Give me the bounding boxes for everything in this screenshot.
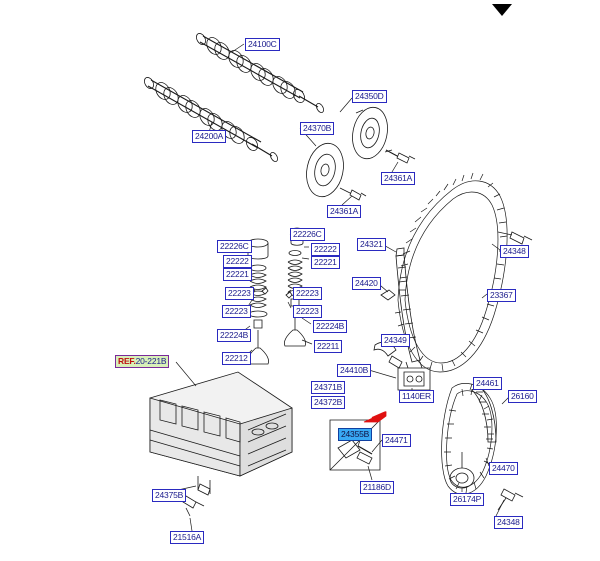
part-label-22226c[interactable]: 22226C: [217, 240, 252, 253]
part-label-24321[interactable]: 24321: [357, 238, 386, 251]
part-label-24355b[interactable]: 24355B: [338, 428, 372, 441]
top-arrow-icon: [492, 4, 512, 16]
part-label-24361a[interactable]: 24361A: [381, 172, 415, 185]
part-label-22221[interactable]: 22221: [311, 256, 340, 269]
part-label-22223[interactable]: 22223: [293, 305, 322, 318]
part-label-24349[interactable]: 24349: [381, 334, 410, 347]
part-label-23367[interactable]: 23367: [487, 289, 516, 302]
part-label-22224b[interactable]: 22224B: [217, 329, 251, 342]
part-label-24372b[interactable]: 24372B: [311, 396, 345, 409]
part-label-24461[interactable]: 24461: [473, 377, 502, 390]
part-label-24470[interactable]: 24470: [489, 462, 518, 475]
part-label-22223[interactable]: 22223: [222, 305, 251, 318]
tensioner-24410B: [398, 362, 430, 390]
part-label-22226c[interactable]: 22226C: [290, 228, 325, 241]
guide-24461: [472, 386, 496, 442]
part-label-26160[interactable]: 26160: [508, 390, 537, 403]
part-label-26174p[interactable]: 26174P: [450, 493, 484, 506]
part-label-21186d[interactable]: 21186D: [360, 481, 394, 494]
bolt-24348-bottom: [498, 489, 523, 510]
red-highlight-arrow: [364, 412, 386, 422]
part-label-22224b[interactable]: 22224B: [313, 320, 347, 333]
part-label-ref20221b[interactable]: [115, 355, 169, 368]
part-label-22212[interactable]: 22212: [222, 352, 251, 365]
part-label-1140er[interactable]: 1140ER: [399, 390, 434, 403]
part-label-24348[interactable]: 24348: [494, 516, 523, 529]
part-label-24371b[interactable]: 24371B: [311, 381, 345, 394]
part-label-22223[interactable]: 22223: [293, 287, 322, 300]
sprocket-24350D: [348, 104, 415, 163]
part-label-22222[interactable]: 22222: [223, 255, 252, 268]
part-label-24420[interactable]: 24420: [352, 277, 381, 290]
ref-value: 20-221B: [135, 356, 167, 366]
part-label-22223[interactable]: 22223: [225, 287, 254, 300]
small-parts-center: [374, 290, 402, 368]
part-label-21516a[interactable]: 21516A: [170, 531, 204, 544]
part-label-24410b[interactable]: 24410B: [337, 364, 371, 377]
part-label-24471[interactable]: 24471: [382, 434, 411, 447]
part-label-24200a[interactable]: 24200A: [192, 130, 226, 143]
ref-prefix: REF.: [118, 356, 136, 366]
timing-chain-23367: [395, 173, 507, 372]
camshaft-lower: [143, 76, 280, 163]
part-label-24350d[interactable]: 24350D: [352, 90, 387, 103]
pulley-26174P: [450, 452, 474, 488]
part-label-24100c[interactable]: 24100C: [245, 38, 280, 51]
part-label-22221[interactable]: 22221: [223, 268, 252, 281]
part-label-22222[interactable]: 22222: [311, 243, 340, 256]
part-label-24348[interactable]: 24348: [500, 245, 529, 258]
part-label-24361a[interactable]: 24361A: [327, 205, 361, 218]
part-label-24375b[interactable]: 24375B: [152, 489, 186, 502]
bolt-24348-top: [498, 232, 532, 244]
part-label-24370b[interactable]: 24370B: [300, 122, 334, 135]
part-label-22211[interactable]: 22211: [314, 340, 342, 353]
sprocket-24370B: [302, 140, 366, 200]
